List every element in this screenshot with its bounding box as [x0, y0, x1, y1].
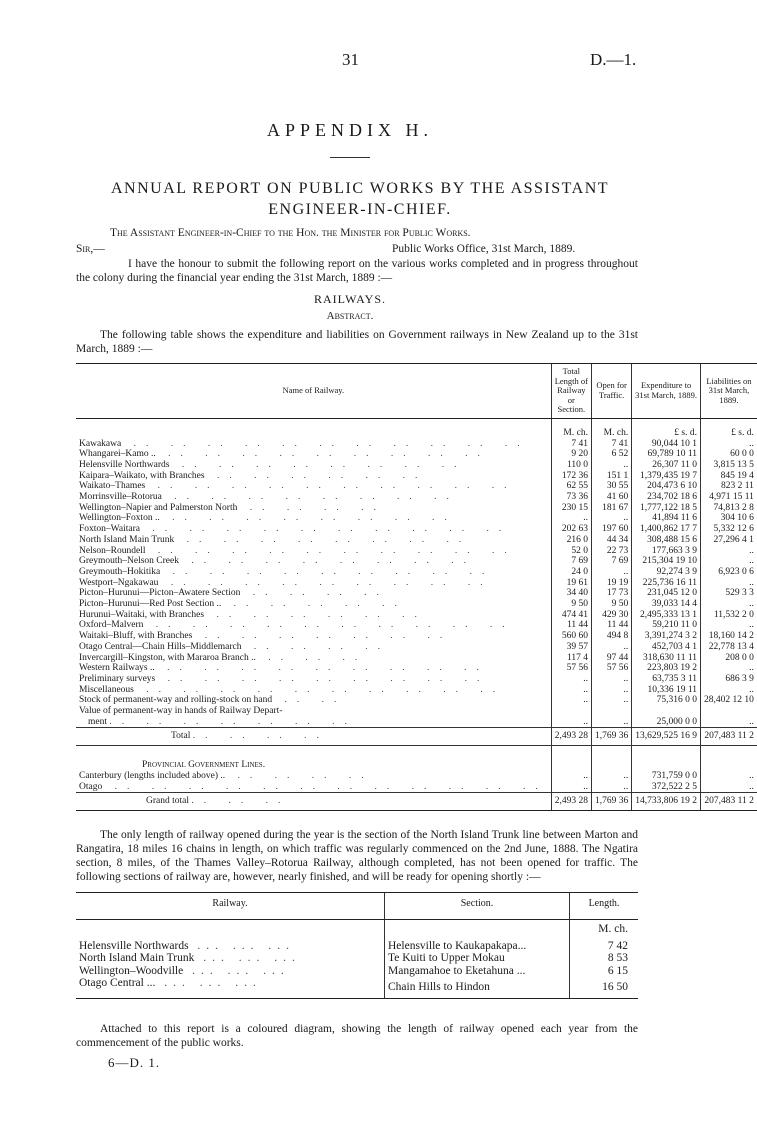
row-liabilities: 6,923 0 6: [700, 567, 756, 578]
row-expenditure: 92,274 3 9: [632, 567, 701, 578]
row-liabilities: 74,813 2 8: [700, 503, 756, 514]
row-length: 7 41: [551, 439, 591, 450]
header-section-length: Length.: [570, 893, 639, 920]
table-row: [76, 460, 757, 471]
row-railway: Helensville Northwards ... ... ...: [79, 939, 296, 952]
row-liabilities: ..: [700, 771, 756, 782]
section-heading: RAILWAYS.: [313, 292, 386, 306]
table-row: [76, 449, 757, 460]
row-expenditure: 59,210 11 0: [632, 620, 701, 631]
row-expenditure: 231,045 12 0: [632, 588, 701, 599]
row-open: 44 34: [591, 535, 631, 546]
row-name: Kaipara–Waikato, with Branches .. .. .. .. .. ..: [79, 470, 428, 481]
title-divider: [330, 157, 370, 158]
row-name: Invercargill–Kingston, with Mararoa Branch .. .. .. ..: [79, 652, 368, 663]
closing-paragraph: Attached to this report is a coloured diagram, showing the length of railway opened each year from the commencement of the public works.: [76, 1023, 638, 1049]
table-row: [76, 567, 757, 578]
row-expenditure: 308,488 15 6: [632, 535, 701, 546]
document-reference: D.—1.: [590, 50, 637, 69]
row-liabilities: 60 0 0: [700, 449, 756, 460]
row-liabilities: 3,815 13 5: [700, 460, 756, 471]
row-section: Helensville to Kaukapakapa...: [385, 940, 570, 953]
unit-length: M. ch.: [551, 418, 591, 439]
header-railway: Railway.: [76, 893, 385, 920]
row-liabilities: ..: [700, 717, 756, 728]
row-length: 52 0: [551, 546, 591, 557]
row-length: 216 0: [551, 535, 591, 546]
row-open: 494 8: [591, 631, 631, 642]
row-liabilities: 27,296 4 1: [700, 535, 756, 546]
row-liabilities: 22,778 13 4: [700, 642, 756, 653]
row-expenditure: 41,894 11 6: [632, 513, 701, 524]
row-liabilities: 845 19 4: [700, 471, 756, 482]
row-length: 6 15: [570, 965, 639, 978]
row-length: 230 15: [551, 503, 591, 514]
page-number: 31: [342, 50, 359, 69]
row-open: 11 44: [591, 620, 631, 631]
row-expenditure: 1,379,435 19 7: [632, 471, 701, 482]
row-expenditure: 90,044 10 1: [632, 439, 701, 450]
row-open: 181 67: [591, 503, 631, 514]
unit-open: M. ch.: [591, 418, 631, 439]
row-section: Chain Hills to Hindon: [385, 977, 570, 998]
office-date-line: Public Works Office, 31st March, 1889.: [392, 243, 576, 255]
row-open: 6 52: [591, 449, 631, 460]
row-liabilities: 11,532 2 0: [700, 610, 756, 621]
row-expenditure: 2,495,333 13 1: [632, 610, 701, 621]
row-open: 429 30: [591, 610, 631, 621]
row-liabilities: ..: [700, 546, 756, 557]
units-row: [76, 418, 757, 439]
row-open: 7 41: [591, 439, 631, 450]
row-length: 24 0: [551, 567, 591, 578]
header-expenditure: Expenditure to 31st March, 1889.: [632, 364, 701, 419]
opened-railway-paragraph: The only length of railway opened during the year is the section of the North Island Trunk line between Marton and Rangatira, 18 miles 16 chains in length, on which traffic was regularly commenced on the 2nd June, 1888. The Ngatira section, 8 miles, of the Thames Valley–Rotorua Railway, although completed, has not been opened for traffic. The following sections of railway are, however, nearly finished, and will be ready for opening shortly :—: [76, 829, 638, 883]
row-name: Waitaki–Bluff, with Branches .. .. .. .. .. .. ..: [79, 631, 453, 642]
unit-liabilities: £ s. d.: [700, 418, 756, 439]
row-length: ..: [551, 782, 591, 793]
row-length: 39 57: [551, 642, 591, 653]
grand-total-expenditure: 14,733,806 19 2: [632, 793, 701, 811]
row-name: Stock of permanent-way and rolling-stock on hand .. ..: [79, 695, 347, 706]
row-expenditure: 10,336 19 11: [632, 685, 701, 696]
header-open: Open for Traffic.: [591, 364, 631, 419]
row-expenditure: 731,759 0 0: [632, 771, 701, 782]
row-expenditure: 3,391,274 3 2: [632, 631, 701, 642]
row-name: Greymouth–Nelson Creek .. .. .. .. .. .. .. ..: [79, 556, 476, 567]
total-row: [76, 728, 757, 746]
row-open: 9 50: [591, 599, 631, 610]
abstract-heading: Abstract.: [326, 310, 374, 322]
row-name: Picton–Hurunui—Picton–Awatere Section .. .. .. ..: [79, 588, 389, 599]
address-line: The Assistant Engineer-in-Chief to the Hon. the Minister for Public Works.: [110, 227, 471, 239]
row-length: 474 41: [551, 610, 591, 621]
row-length: 7 42: [570, 940, 639, 953]
table-row: [76, 717, 757, 728]
row-section: Mangamahoe to Eketahuna ...: [385, 965, 570, 978]
provincial-row: [76, 771, 757, 782]
total-liabilities: 207,483 11 2: [700, 728, 756, 746]
row-liabilities: ..: [700, 685, 756, 696]
table-row: [76, 631, 757, 642]
row-liabilities: 304 10 6: [700, 513, 756, 524]
row-name: ment .. .. .. .. .. .. ..: [88, 716, 357, 727]
header-liabilities: Liabilities on 31st March, 1889.: [700, 364, 756, 419]
row-expenditure: 234,702 18 6: [632, 492, 701, 503]
intro-paragraph: I have the honour to submit the following report on the various works completed and in progress throughout the colony during the financial year ending the 31st March, 1889 :—: [76, 258, 638, 284]
row-open: 22 73: [591, 546, 631, 557]
table-row: [76, 620, 757, 631]
row-length: 73 36: [551, 492, 591, 503]
row-length: 19 61: [551, 578, 591, 589]
row-name: Helensville Northwards .. .. .. .. .. .. .. ..: [79, 459, 467, 470]
row-open: ..: [591, 695, 631, 706]
row-liabilities: ..: [700, 439, 756, 450]
row-expenditure: 177,663 3 9: [632, 546, 701, 557]
row-name: Picton–Hurunui—Red Post Section .. .. .. .. .. ..: [79, 599, 407, 610]
row-expenditure: 223,803 19 2: [632, 663, 701, 674]
row-name: Wellington–Foxton .. .. .. .. .. .. .. .. ..: [79, 513, 457, 524]
row-open: ..: [591, 782, 631, 793]
row-expenditure: 1,777,122 18 5: [632, 503, 701, 514]
row-liabilities: ..: [700, 620, 756, 631]
row-length: 560 60: [551, 631, 591, 642]
row-length: 9 50: [551, 599, 591, 610]
section-row: [76, 977, 638, 998]
table-row: [76, 513, 757, 524]
row-name: Hurunui–Waitaki, with Branches .. .. .. .. .. ..: [79, 609, 427, 620]
row-length: ..: [551, 771, 591, 782]
table-row: [76, 471, 757, 482]
table-row: [76, 599, 757, 610]
row-name: Oxford–Malvern .. .. .. .. .. .. .. .. .. ..: [79, 620, 515, 631]
row-liabilities: 4,971 15 11: [700, 492, 756, 503]
table-row: [76, 706, 757, 717]
row-name: Westport–Ngakawau .. .. .. .. .. .. .. .. ..: [79, 577, 493, 588]
row-liabilities: 28,402 12 10: [700, 695, 756, 706]
row-liabilities: 18,160 14 2: [700, 631, 756, 642]
row-name: Value of permanent-way in hands of Railway Depart-: [79, 706, 283, 717]
row-expenditure: 26,307 11 0: [632, 460, 701, 471]
section-row: [76, 965, 638, 978]
table-row: [76, 663, 757, 674]
table-row: [76, 492, 757, 503]
row-liabilities: 686 3 9: [700, 674, 756, 685]
row-liabilities: ..: [700, 578, 756, 589]
table-row: [76, 535, 757, 546]
table-row: [76, 439, 757, 450]
sections-units-row: [76, 919, 638, 940]
row-expenditure: 318,630 11 11: [632, 653, 701, 664]
total-length: 2,493 28: [551, 728, 591, 746]
row-open: ..: [591, 567, 631, 578]
appendix-title: APPENDIX H.: [266, 120, 433, 140]
grand-total-length: 2,493 28: [551, 793, 591, 811]
provincial-heading-row: [76, 760, 757, 771]
unit-expenditure: £ s. d.: [632, 418, 701, 439]
row-open: ..: [591, 642, 631, 653]
row-name: Canterbury (lengths included above) .. .. .. .. ..: [79, 770, 374, 781]
total-open: 1,769 36: [591, 728, 631, 746]
unit-length: M. ch.: [570, 919, 639, 940]
row-length: ..: [551, 674, 591, 685]
row-open: ..: [591, 674, 631, 685]
table-row: [76, 481, 757, 492]
table-row: [76, 588, 757, 599]
total-expenditure: 13,629,525 16 9: [632, 728, 701, 746]
row-length: 9 20: [551, 449, 591, 460]
row-open: 7 69: [591, 556, 631, 567]
row-open: 151 1: [591, 471, 631, 482]
table-row: [76, 578, 757, 589]
row-name: Waikato–Thames .. .. .. .. .. .. .. .. .. ..: [79, 481, 517, 492]
row-name: Morrinsville–Rotorua .. .. .. .. .. .. .. ..: [79, 492, 459, 503]
row-name: Foxton–Waitara .. .. .. .. .. .. .. .. .. ..: [79, 524, 512, 535]
row-section: Te Kuiti to Upper Mokau: [385, 952, 570, 965]
row-length: 16 50: [570, 977, 639, 998]
row-name: Preliminary surveys .. .. .. .. .. .. .. .. ..: [79, 673, 490, 684]
row-liabilities: 823 2 11: [700, 481, 756, 492]
row-length: 110 0: [551, 460, 591, 471]
row-expenditure: 204,473 6 10: [632, 481, 701, 492]
section-row: [76, 940, 638, 953]
row-length: 7 69: [551, 556, 591, 567]
row-liabilities: 5,332 12 6: [700, 524, 756, 535]
salutation: Sir,—: [76, 243, 105, 255]
table-header-row: [76, 364, 757, 419]
header-length: Total Length of Railway or Section.: [551, 364, 591, 419]
row-length: ..: [551, 717, 591, 728]
sections-header-row: [76, 893, 638, 920]
row-liabilities: ..: [700, 782, 756, 793]
row-name: Miscellaneous .. .. .. .. .. .. .. .. .. ..: [79, 684, 506, 695]
row-name: Wellington–Napier and Palmerston North .. .. .. ..: [79, 502, 386, 513]
row-length: 34 40: [551, 588, 591, 599]
table-row: [76, 546, 757, 557]
provincial-heading: Provincial Government Lines.: [142, 760, 266, 771]
row-railway: North Island Main Trunk ... ... ...: [79, 952, 301, 964]
table-row: [76, 642, 757, 653]
row-expenditure: 372,522 2 5: [632, 782, 701, 793]
header-section: Section.: [385, 893, 570, 920]
row-open: 97 44: [591, 653, 631, 664]
report-title: ANNUAL REPORT ON PUBLIC WORKS BY THE ASSISTANT ENGINEER-IN-CHIEF.: [110, 180, 610, 218]
table-row: [76, 653, 757, 664]
row-open: ..: [591, 460, 631, 471]
row-expenditure: 69,789 10 11: [632, 449, 701, 460]
row-liabilities: ..: [700, 599, 756, 610]
table-row: [76, 674, 757, 685]
table-intro-paragraph: The following table shows the expenditure and liabilities on Government railways in New Zealand up to the 31st March, 1889 :—: [76, 329, 638, 355]
row-name: Otago .. .. .. .. .. .. .. .. .. .. .. ..: [79, 781, 548, 792]
row-length: 202 63: [551, 524, 591, 535]
row-length: 62 55: [551, 481, 591, 492]
row-length: 117 4: [551, 653, 591, 664]
grand-total-liabilities: 207,483 11 2: [700, 793, 756, 811]
expenditure-table: [76, 363, 757, 811]
table-row: [76, 524, 757, 535]
row-expenditure: 25,000 0 0: [632, 717, 701, 728]
row-length: 57 56: [551, 663, 591, 674]
row-name: Whangarei–Kamo .. .. .. .. .. .. .. .. .. ..: [79, 449, 490, 460]
row-open: ..: [591, 513, 631, 524]
spacer-row: [76, 746, 757, 761]
grand-total-row: [76, 793, 757, 811]
row-expenditure: 452,703 4 1: [632, 642, 701, 653]
row-expenditure: 39,033 14 4: [632, 599, 701, 610]
section-row: [76, 952, 638, 965]
row-expenditure: 1,400,862 17 7: [632, 524, 701, 535]
row-liabilities: ..: [700, 556, 756, 567]
row-open: ..: [591, 771, 631, 782]
row-name: Nelson–Roundell .. .. .. .. .. .. .. .. .. ..: [79, 545, 517, 556]
provincial-row: [76, 782, 757, 793]
row-length: 11 44: [551, 620, 591, 631]
row-name: Western Railways .. .. .. .. .. .. .. .. .. ..: [79, 663, 489, 674]
row-open: 30 55: [591, 481, 631, 492]
row-length: ..: [551, 685, 591, 696]
row-open: ..: [591, 685, 631, 696]
row-name: Greymouth–Hokitika .. .. .. .. .. .. .. .. ..: [79, 566, 495, 577]
total-label: Total .. .. .. ..: [76, 728, 551, 746]
row-open: 17 73: [591, 588, 631, 599]
grand-total-open: 1,769 36: [591, 793, 631, 811]
row-length: 8 53: [570, 952, 639, 965]
table-row: [76, 556, 757, 567]
row-railway: Otago Central ... ... ... ...: [76, 977, 385, 998]
row-name: Otago Central—Chain Hills–Middlemarch .. .. .. ..: [79, 641, 391, 652]
footer-reference: 6—D. 1.: [108, 1055, 161, 1070]
table-row: [76, 503, 757, 514]
row-open: 41 60: [591, 492, 631, 503]
sections-table: [76, 892, 638, 999]
row-length: ..: [551, 513, 591, 524]
row-expenditure: 75,316 0 0: [632, 695, 701, 706]
row-length: 172 36: [551, 471, 591, 482]
header-name: Name of Railway.: [76, 364, 551, 419]
row-name: Kawakawa .. .. .. .. .. .. .. .. .. .. ..: [79, 438, 530, 449]
table-row: [76, 695, 757, 706]
grand-total-label: Grand total .. .. ..: [76, 793, 551, 811]
row-liabilities: 208 0 0: [700, 653, 756, 664]
row-railway: Wellington–Woodville ... ... ...: [79, 964, 290, 977]
row-length: ..: [551, 695, 591, 706]
table-row: [76, 685, 757, 696]
row-open: 197 60: [591, 524, 631, 535]
row-open: 57 56: [591, 663, 631, 674]
row-expenditure: 215,304 19 10: [632, 556, 701, 567]
table-row: [76, 610, 757, 621]
row-liabilities: ..: [700, 663, 756, 674]
row-expenditure: 63,735 3 11: [632, 674, 701, 685]
row-liabilities: 529 3 3: [700, 588, 756, 599]
row-open: ..: [591, 717, 631, 728]
row-name: North Island Main Trunk .. .. .. .. .. .. .. ..: [79, 534, 472, 545]
row-expenditure: 225,736 16 11: [632, 578, 701, 589]
row-open: 19 19: [591, 578, 631, 589]
